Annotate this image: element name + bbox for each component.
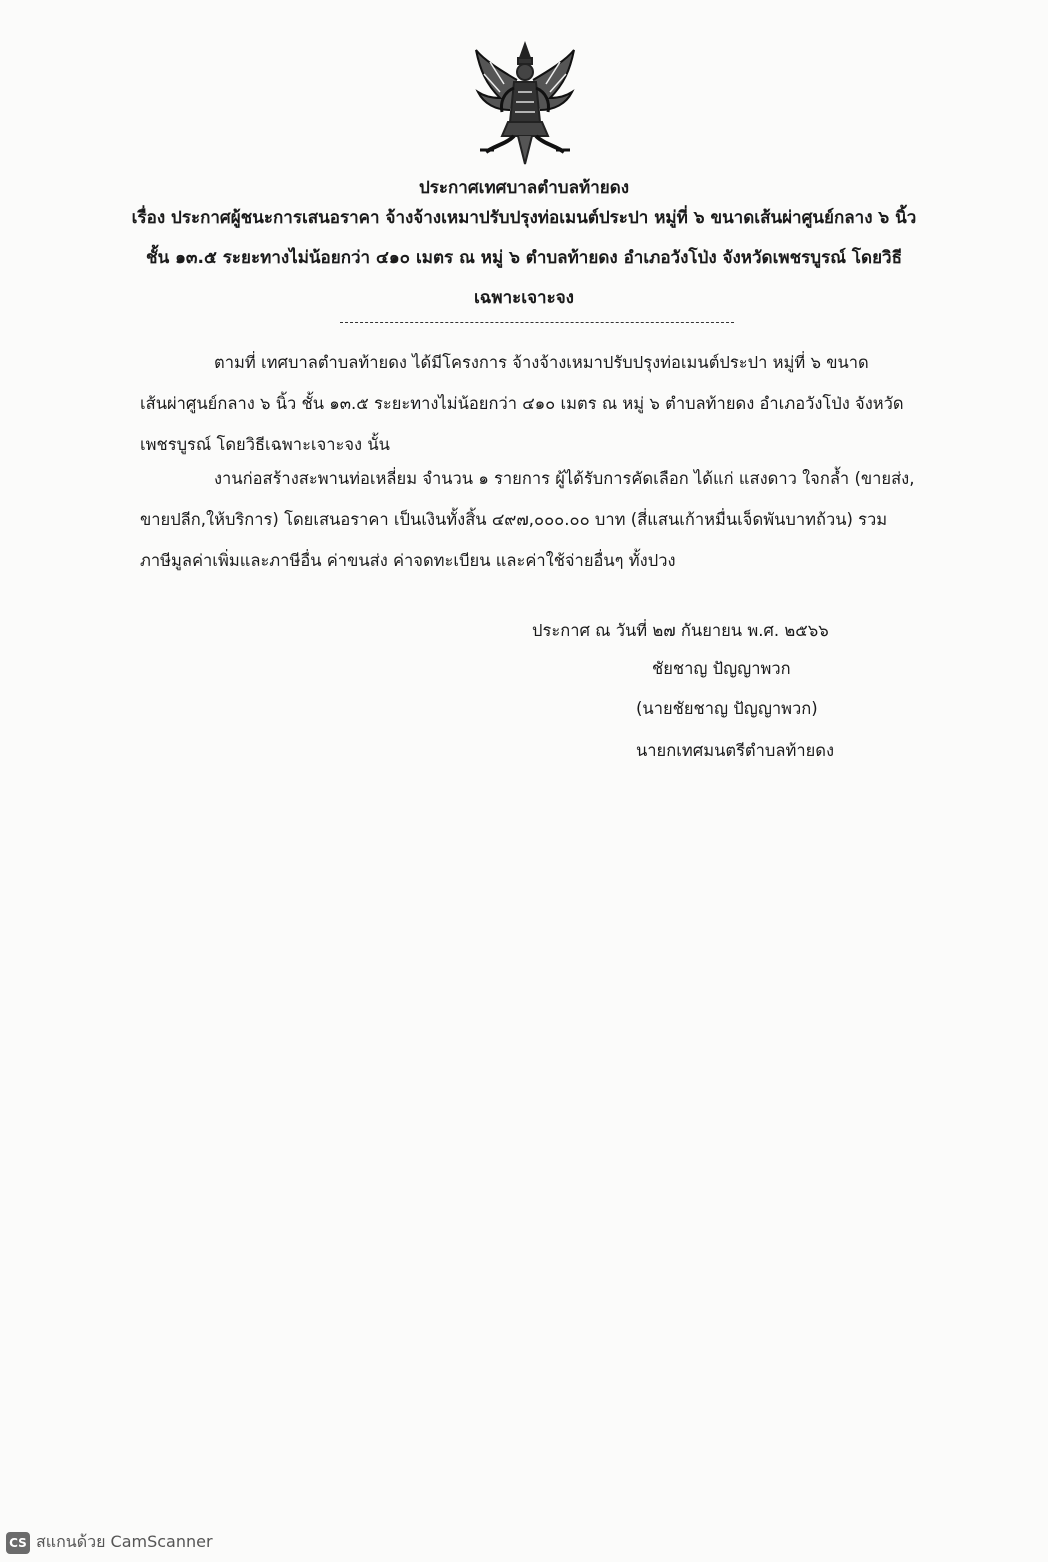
scanner-watermark: [6, 1530, 213, 1555]
signer-full-name: (นายชัยชาญ ปัญญาพวก): [636, 699, 818, 718]
camscanner-logo-icon: CS: [6, 1532, 30, 1554]
paragraph-2-line: ภาษีมูลค่าเพิ่มและภาษีอื่น ค่าขนส่ง ค่าจดทะเบียน และค่าใช้จ่ายอื่นๆ ทั้งปวง: [140, 551, 676, 570]
announce-date: ประกาศ ณ วันที่ ๒๗ กันยายน พ.ศ. ๒๕๖๖: [532, 621, 829, 640]
divider: [340, 322, 734, 323]
subject-line: ชั้น ๑๓.๕ ระยะทางไม่น้อยกว่า ๔๑๐ เมตร ณ หมู่ ๖ ตำบลท้ายดง อำเภอวังโป่ง จังหวัดเพชรบูรณ์ โดยวิธี: [146, 248, 902, 268]
paragraph-1-line: เส้นผ่าศูนย์กลาง ๖ นิ้ว ชั้น ๑๓.๕ ระยะทางไม่น้อยกว่า ๔๑๐ เมตร ณ หมู่ ๖ ตำบลท้ายดง อำเภอวังโป่ง จังหวัด: [140, 394, 904, 413]
subject-line: เรื่อง ประกาศผู้ชนะการเสนอราคา จ้างจ้างเหมาปรับปรุงท่อเมนต์ประปา หมู่ที่ ๖ ขนาดเส้นผ่าศูนย์กลาง ๖ นิ้ว: [131, 208, 917, 228]
scanner-watermark-text: สแกนด้วย CamScanner: [36, 1532, 213, 1551]
signer-position: นายกเทศมนตรีตำบลท้ายดง: [636, 741, 835, 760]
signature: ชัยชาญ ปัญญาพวก: [652, 659, 791, 678]
paragraph-1-line: เพชรบูรณ์ โดยวิธีเฉพาะเจาะจง นั้น: [140, 435, 390, 454]
paragraph-2-line: งานก่อสร้างสะพานท่อเหลี่ยม จำนวน ๑ รายการ ผู้ได้รับการคัดเลือก ได้แก่ แสงดาว ใจกล้ำ (ขายส่ง,: [214, 469, 915, 488]
paragraph-2-line: ขายปลีก,ให้บริการ) โดยเสนอราคา เป็นเงินทั้งสิ้น ๔๙๗,๐๐๐.๐๐ บาท (สี่แสนเก้าหมื่นเจ็ดพันบาทถ้วน) รวม: [140, 510, 888, 529]
paragraph-1-line: ตามที่ เทศบาลตำบลท้ายดง ได้มีโครงการ จ้างจ้างเหมาปรับปรุงท่อเมนต์ประปา หมู่ที่ ๖ ขนาด: [214, 353, 869, 372]
subject-line: เฉพาะเจาะจง: [474, 288, 574, 308]
subject-block: [100, 198, 948, 318]
page-title: ประกาศเทศบาลตำบลท้ายดง: [418, 178, 630, 198]
garuda-emblem-icon: [470, 40, 580, 168]
